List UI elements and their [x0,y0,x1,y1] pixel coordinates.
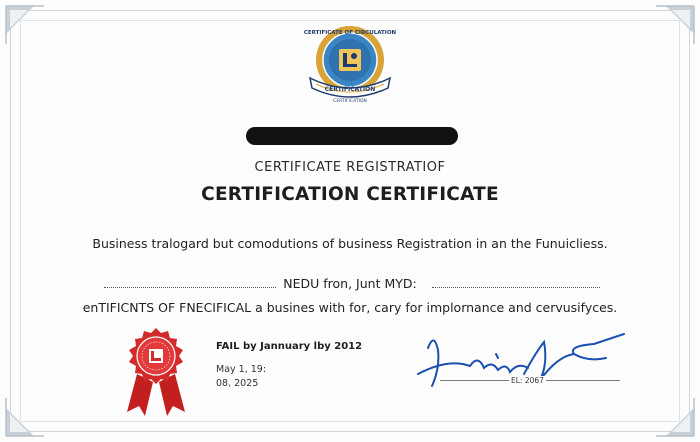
corner-ornament-icon [652,394,696,438]
issue-line: FAIL by Jannuary lby 2012 [216,341,363,352]
corner-ornament-icon [4,4,48,48]
emblem-top-text: CERTIFICATE OF CIRCULATION [303,30,397,36]
redacted-name-bar [246,127,458,145]
emblem-bottom-text: CERTIFICATION [333,99,367,104]
issue-date [216,363,306,391]
issue-date-line-1: May 1, 19: [216,364,267,375]
corner-ornament-icon [652,4,696,48]
certification-emblem-logo [300,22,400,110]
certificate-title: CERTIFICATION CERTIFICATE [201,184,499,205]
issue-date-line-2: 08, 2025 [216,378,259,389]
red-seal-icon [117,326,195,418]
certificate-subtitle: CERTIFICATE REGISTRATIOF [254,160,446,175]
recipient-name-line: NEDU fron, Junt MYD: [283,276,417,291]
dotted-line-right [432,287,600,288]
certificate-description: Business tralogard but comodutions of business Registration in an the Funuicliess. [92,236,608,251]
corner-ornament-icon [4,394,48,438]
certificate-statement: enTIFICNTS OF FNECIFICAL a busines with for, cary for implornance and cervusifyces. [82,300,618,315]
emblem-banner-text: CERTIFICATION [324,86,376,93]
handwritten-signature [398,324,634,398]
reference-number: EL: 2067 [511,376,544,385]
